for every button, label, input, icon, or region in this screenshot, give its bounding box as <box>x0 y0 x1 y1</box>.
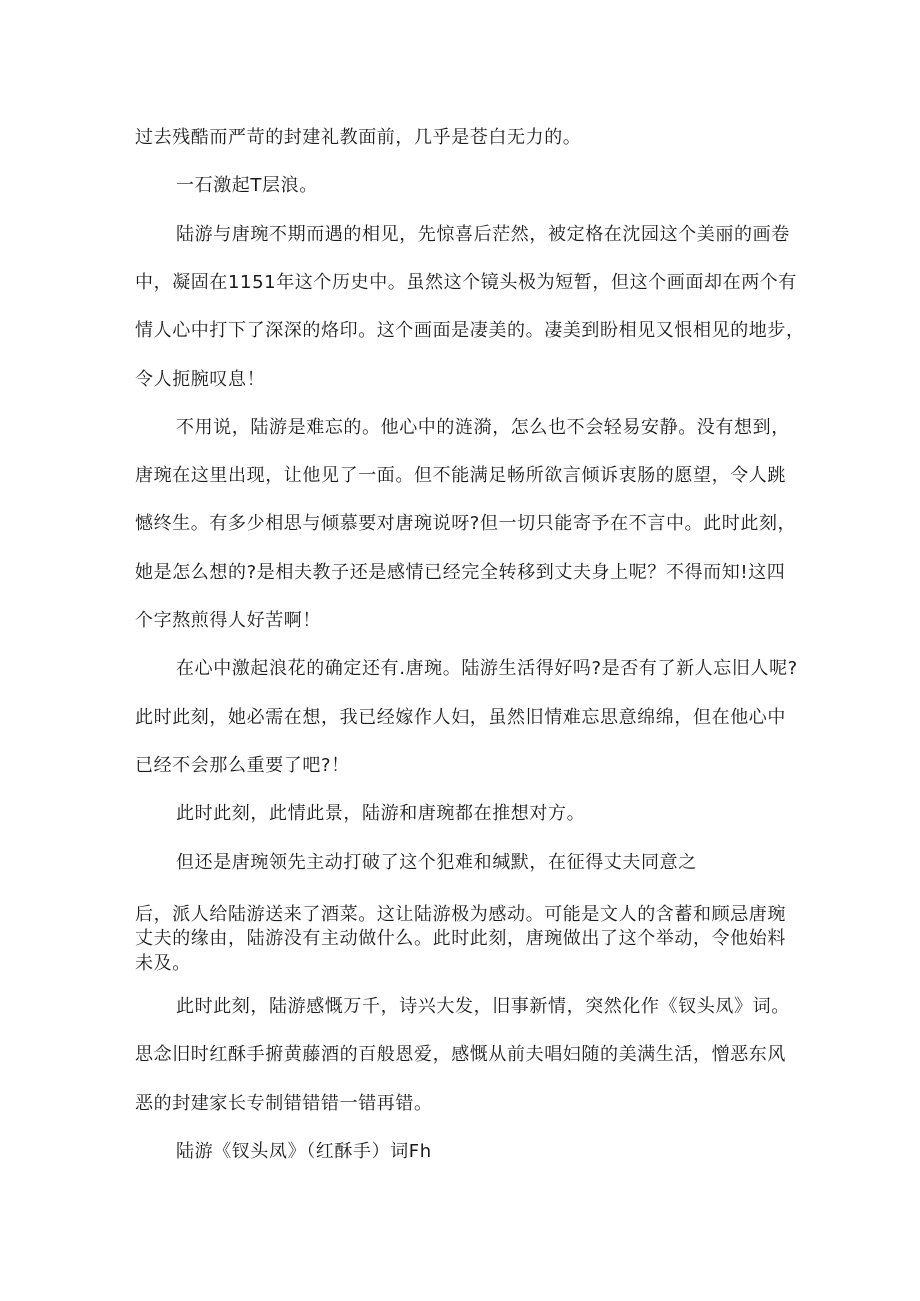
paragraph: 但还是唐琬领先主动打破了这个犯难和缄默，在征得丈夫同意之 <box>176 852 697 873</box>
text-line: 恶的封建家长专制错错错一错再错。 <box>135 1093 433 1114</box>
text-line: 唐琬在这里出现，让他见了一面。但不能满足畅所欲言倾诉衷肠的愿望，令人跳 <box>135 465 786 486</box>
text-line: 憾终生。有多少相思与倾慕要对唐琬说呀?但一切只能寄予在不言中。此时此刻， <box>135 513 797 534</box>
text-line: 令人扼腕叹息！ <box>135 369 266 390</box>
text-line: 丈夫的缘由，陆游没有主动做什么。此时此刻，唐琬做出了这个举动，令他始料 <box>135 928 786 949</box>
text-line: 中，凝固在1151年这个历史中。虽然这个镜头极为短暂，但这个画面却在两个有 <box>135 272 798 293</box>
text-line: 过去残酷而严苛的封建礼教面前，几乎是苍白无力的。 <box>135 127 582 148</box>
text-line: 思念旧时红酥手捬黄藤酒的百般恩爱，感慨从前夫唱妇随的美满生活，憎恶东风 <box>135 1044 786 1065</box>
paragraph: 此时此刻，陆游感慨万千，诗兴大发，旧事新情，突然化作《钗头凤》词。 <box>176 996 790 1017</box>
paragraph: 不用说，陆游是难忘的。他心中的涟漪，怎么也不会轻易安静。没有想到， <box>176 417 790 438</box>
paragraph: 陆游与唐琬不期而遇的相见，先惊喜后茫然，被定格在沈园这个美丽的画卷 <box>176 224 790 245</box>
paragraph: 一石激起T层浪。 <box>176 175 318 196</box>
text-line: 后，派人给陆游送来了酒菜。这让陆游极为感动。可能是文人的含蓄和顾忌唐琬 <box>135 904 786 925</box>
text-line: 此时此刻，她必需在想，我已经嫁作人妇，虽然旧情难忘思意绵绵，但在他心中 <box>135 707 786 728</box>
text-line: 她是怎么想的?是相夫教子还是感情已经完全转移到丈夫身上呢？不得而知!这四 <box>135 562 786 583</box>
text-line: 已经不会那么重要了吧?！ <box>135 755 350 776</box>
text-line: 个字熬煎得人好苦啊！ <box>135 610 321 631</box>
text-line: 情人心中打下了深深的烙印。这个画面是凄美的。凄美到盼相见又恨相见的地步， <box>135 320 805 341</box>
paragraph: 此时此刻，此情此景，陆游和唐琬都在推想对方。 <box>176 803 586 824</box>
paragraph: 在心中激起浪花的确定还有.唐琬。陆游生活得好吗?是否有了新人忘旧人呢? <box>176 658 798 679</box>
text-line: 未及。 <box>135 953 191 974</box>
paragraph: 陆游《钗头凤》（红酥手）词Fh <box>176 1141 432 1162</box>
